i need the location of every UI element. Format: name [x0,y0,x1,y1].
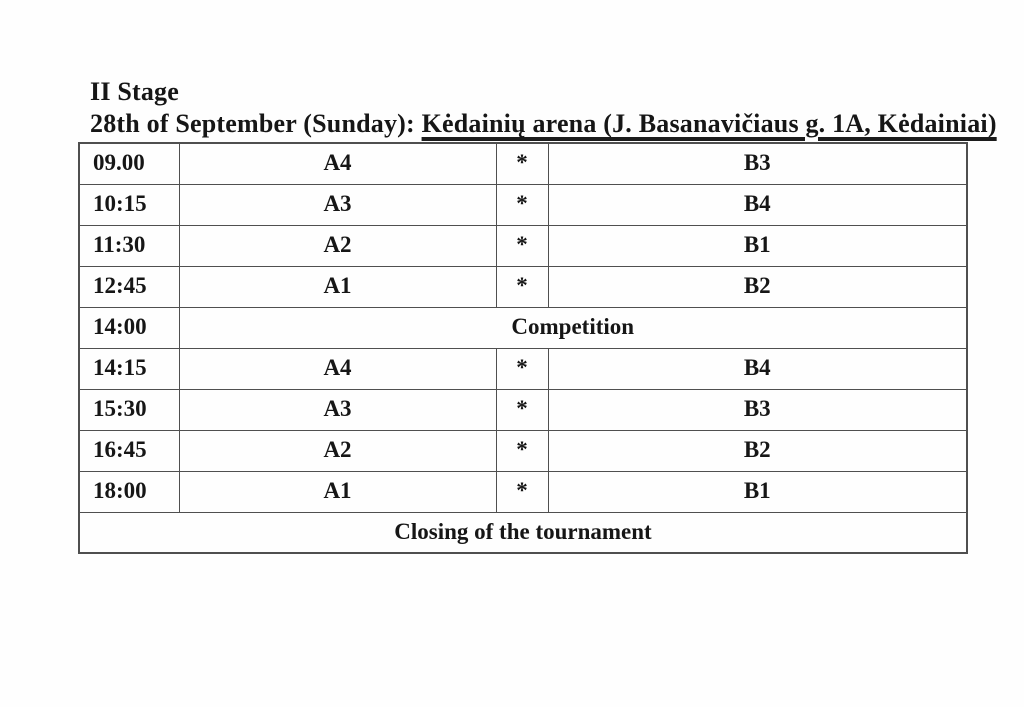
team-a-cell: A1 [179,266,496,307]
team-a-cell: A3 [179,389,496,430]
time-cell: 16:45 [79,430,179,471]
time-cell: 14:00 [79,307,179,348]
time-cell: 11:30 [79,225,179,266]
team-b-cell: B4 [548,348,967,389]
time-cell: 09.00 [79,143,179,184]
versus-star: * [496,225,548,266]
versus-star: * [496,348,548,389]
schedule-row [79,184,967,225]
team-a-cell: A4 [179,348,496,389]
schedule-row [79,471,967,512]
time-cell: 15:30 [79,389,179,430]
team-b-cell: B2 [548,430,967,471]
team-b-cell: B1 [548,471,967,512]
team-a-cell: A1 [179,471,496,512]
team-a-cell: A4 [179,143,496,184]
versus-star: * [496,266,548,307]
team-b-cell: B1 [548,225,967,266]
schedule-table [78,142,968,554]
time-cell: 10:15 [79,184,179,225]
venue-text: Kėdainių arena (J. Basanavičiaus g. 1A, Kėdainiai) [421,109,997,139]
team-b-cell: B2 [548,266,967,307]
versus-star: * [496,471,548,512]
schedule-row [79,143,967,184]
event-cell: Closing of the tournament [79,512,967,553]
team-a-cell: A3 [179,184,496,225]
stage-title: II Stage [90,77,179,106]
schedule-row-competition [79,307,967,348]
versus-star: * [496,184,548,225]
page-heading [90,76,997,139]
team-b-cell: B3 [548,389,967,430]
versus-star: * [496,389,548,430]
team-a-cell: A2 [179,225,496,266]
date-text: 28th of September (Sunday): [90,109,422,139]
date-venue-line [90,108,997,139]
schedule-row [79,430,967,471]
team-b-cell: B3 [548,143,967,184]
time-cell: 18:00 [79,471,179,512]
event-cell: Competition [179,307,967,348]
time-cell: 12:45 [79,266,179,307]
schedule-row [79,389,967,430]
schedule-row-closing [79,512,967,553]
team-b-cell: B4 [548,184,967,225]
team-a-cell: A2 [179,430,496,471]
time-cell: 14:15 [79,348,179,389]
schedule-row [79,348,967,389]
versus-star: * [496,430,548,471]
versus-star: * [496,143,548,184]
schedule-row [79,266,967,307]
schedule-row [79,225,967,266]
